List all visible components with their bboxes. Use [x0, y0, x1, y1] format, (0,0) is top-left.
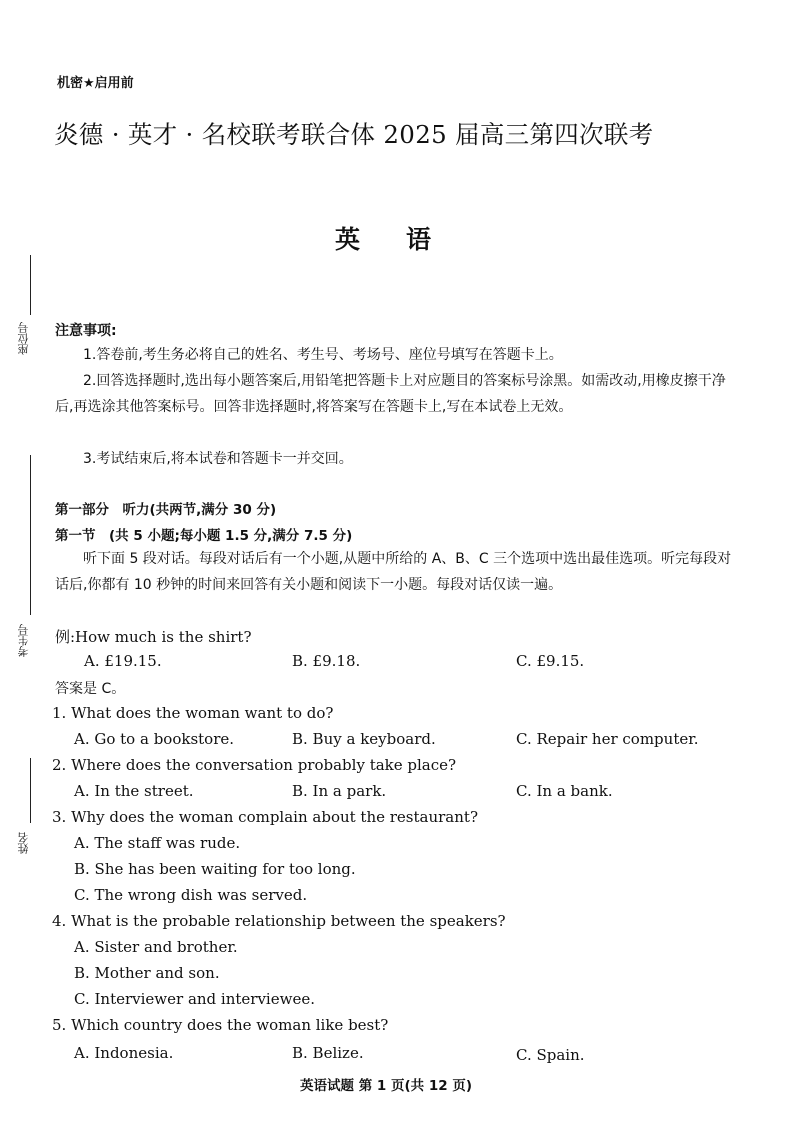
section1-heading: 第一节 (共 5 小题;每小题 1.5 分,满分 7.5 分) — [55, 528, 353, 544]
listening-instruction: 听下面 5 段对话。每段对话后有一个小题,从题中所给的 A、B、C 三个选项中选出最佳选项。听完每段对话后,你都有 10 秒钟的时间来回答有关小题和阅读下一小题。每段对话仅读一遍。 — [55, 551, 732, 593]
example-option-c: C. £9.15. — [516, 652, 585, 670]
name-label: 姓名 — [17, 832, 30, 854]
question-3-option-a: A. The staff was rude. — [74, 834, 241, 852]
question-2: 2. Where does the conversation probably take place? — [52, 756, 457, 774]
question-2-option-b: B. In a park. — [292, 782, 387, 800]
question-1: 1. What does the woman want to do? — [52, 704, 334, 722]
example-answer: 答案是 C。 — [55, 681, 126, 697]
question-1-option-c: C. Repair her computer. — [516, 730, 699, 748]
note-item-2: 2.回答选择题时,选出每小题答案后,用铅笔把答题卡上对应题目的答案标号涂黑。如需改动,用橡皮擦干净后,再选涂其他答案标号。回答非选择题时,将答案写在答题卡上,写在本试卷上无效。 — [55, 373, 726, 415]
question-2-option-c: C. In a bank. — [516, 782, 613, 800]
example-question: 例:How much is the shirt? — [55, 628, 252, 646]
question-5: 5. Which country does the woman like best? — [52, 1016, 389, 1034]
notes-heading: 注意事项: — [55, 323, 117, 339]
question-1-option-a: A. Go to a bookstore. — [74, 730, 235, 748]
question-5-option-a: A. Indonesia. — [74, 1044, 174, 1062]
question-3: 3. Why does the woman complain about the restaurant? — [52, 808, 478, 826]
question-4-option-c: C. Interviewer and interviewee. — [74, 990, 315, 1008]
seat-number-line — [30, 255, 31, 315]
question-2-option-a: A. In the street. — [74, 782, 194, 800]
question-4-option-b: B. Mother and son. — [74, 964, 220, 982]
subject-title: 英语 — [335, 225, 478, 254]
note-item-1: 1.答卷前,考生务必将自己的姓名、考生号、考场号、座位号填写在答题卡上。 — [83, 347, 563, 363]
name-line — [30, 758, 31, 823]
question-5-option-c: C. Spain. — [516, 1046, 585, 1064]
exam-number-label: 考生号 — [17, 624, 30, 657]
question-5-option-b: B. Belize. — [292, 1044, 364, 1062]
page-footer: 英语试题 第 1 页(共 12 页) — [300, 1078, 473, 1094]
part1-heading: 第一部分 听力(共两节,满分 30 分) — [55, 502, 277, 518]
example-option-b: B. £9.18. — [292, 652, 361, 670]
exam-number-line — [30, 455, 31, 615]
question-1-option-b: B. Buy a keyboard. — [292, 730, 436, 748]
question-3-option-c: C. The wrong dish was served. — [74, 886, 308, 904]
note-item-3: 3.考试结束后,将本试卷和答题卡一并交回。 — [83, 451, 353, 467]
example-option-a: A. £19.15. — [84, 652, 162, 670]
exam-title: 炎德 · 英才 · 名校联考联合体 2025 届高三第四次联考 — [54, 120, 654, 149]
question-4: 4. What is the probable relationship between the speakers? — [52, 912, 506, 930]
question-3-option-b: B. She has been waiting for too long. — [74, 860, 356, 878]
classified-label: 机密★启用前 — [57, 76, 134, 91]
seat-number-label: 座位号 — [17, 322, 30, 355]
question-4-option-a: A. Sister and brother. — [74, 938, 238, 956]
